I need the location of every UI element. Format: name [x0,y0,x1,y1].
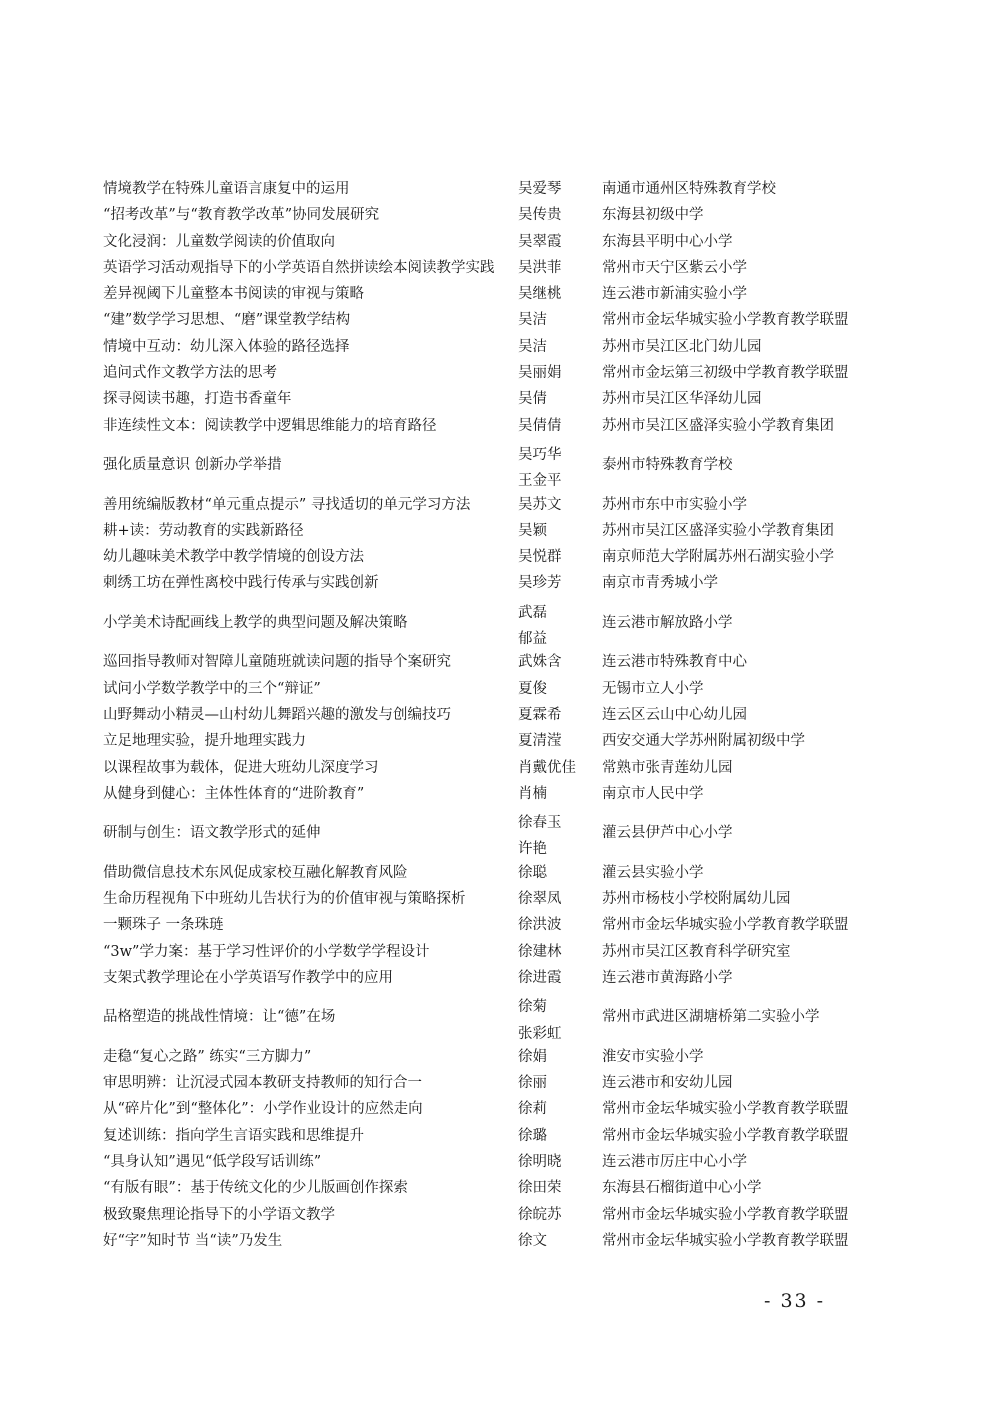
list-item [103,360,903,386]
school-name: 灌云县伊芦中心小学 [602,825,733,842]
author-name: 吴洁 [518,312,547,329]
author-name: 徐田荣 [518,1180,562,1197]
school-name: 东海县初级中学 [602,207,704,224]
paper-title: “建”数学学习思想、“磨”课堂教学结构 [103,312,351,329]
paper-title: 山野舞动小精灵—山村幼儿舞蹈兴趣的激发与创编技巧 [103,706,451,723]
list-item [103,307,903,333]
list-item [103,1123,903,1149]
author-name: 徐进霞 [518,969,562,986]
list-item [103,518,903,544]
school-name: 连云港市和安幼儿园 [602,1075,733,1092]
paper-title: 差异视阈下儿童整本书阅读的审视与策略 [103,286,364,303]
author-name: 徐皖苏 [518,1206,562,1223]
author-name: 徐建林 [518,943,562,960]
list-item [103,255,903,281]
school-name: 常州市金坛第三初级中学教育教学联盟 [602,365,849,382]
paper-title: 试问小学数学教学中的三个“辩证” [103,680,321,697]
list-item [103,413,903,439]
school-name: 常州市金坛华城实验小学教育教学联盟 [602,917,849,934]
paper-title: “具身认知”遇见“低学段写话训练” [103,1153,322,1170]
paper-title: 生命历程视角下中班幼儿告状行为的价值审视与策略探析 [103,891,466,908]
school-name: 苏州市吴江区北门幼儿园 [602,338,762,355]
school-name: 常州市金坛华城实验小学教育教学联盟 [602,1101,849,1118]
author-name: 吴洁 [518,338,547,355]
school-name: 连云港市特殊教育中心 [602,654,747,671]
list-item [103,755,903,781]
school-name: 苏州市吴江区教育科学研究室 [602,943,791,960]
school-name: 常熟市张青莲幼儿园 [602,759,733,776]
author-name: 徐璐 [518,1127,547,1144]
paper-title: 文化浸润：儿童数学阅读的价值取向 [103,233,335,250]
paper-title: 英语学习活动观指导下的小学英语自然拼读绘本阅读教学实践 [103,259,495,276]
school-name: 淮安市实验小学 [602,1048,704,1065]
school-name: 连云区云山中心幼儿园 [602,706,747,723]
list-item [103,886,903,912]
paper-title: 一颗珠子 一条珠琏 [103,917,224,934]
list-item [103,912,903,938]
list-item [103,202,903,228]
list-item [103,492,903,518]
paper-title: 立足地理实验，提升地理实践力 [103,733,306,750]
author-name: 肖戴优佳 [518,759,576,776]
author-name: 吴传贵 [518,207,562,224]
author-name: 徐翠凤 [518,891,562,908]
school-name: 灌云县实验小学 [602,864,704,881]
author-name: 吴倩倩 [518,417,562,434]
list-item [103,939,903,965]
list-item [103,860,903,886]
school-name: 连云港市新浦实验小学 [602,286,747,303]
list-item [103,1202,903,1228]
paper-title: 以课程故事为载体，促进大班幼儿深度学习 [103,759,379,776]
paper-title: 复述训练：指向学生言语实践和思维提升 [103,1127,364,1144]
paper-title: 走稳“复心之路” 练实“三方脚力” [103,1048,312,1065]
school-name: 东海县平明中心小学 [602,233,733,250]
author-name: 吴珍芳 [518,575,562,592]
author-name: 徐娟 [518,1048,547,1065]
paper-title: 情境中互动：幼儿深入体验的路径选择 [103,338,350,355]
paper-title: 探寻阅读书趣，打造书香童年 [103,391,292,408]
author-name: 吴继桃 [518,286,562,303]
paper-title: 品格塑造的挑战性情境：让“德”在场 [103,1009,336,1026]
list-item [103,281,903,307]
school-name: 常州市金坛华城实验小学教育教学联盟 [602,312,849,329]
paper-title: 支架式教学理论在小学英语写作教学中的应用 [103,969,393,986]
paper-title: 刺绣工坊在弹性离校中践行传承与实践创新 [103,575,379,592]
school-name: 连云港市解放路小学 [602,614,733,631]
paper-title: 耕+读：劳动教育的实践新路径 [103,522,304,539]
school-name: 常州市金坛华城实验小学教育教学联盟 [602,1232,849,1249]
list-item [103,176,903,202]
list-item [103,544,903,570]
paper-title: 好“字”知时节 当“读”乃发生 [103,1232,283,1249]
author-name: 吴丽娟 [518,365,562,382]
school-name: 南京市人民中学 [602,785,704,802]
list-item [103,386,903,412]
school-name: 东海县石榴街道中心小学 [602,1180,762,1197]
author-name: 夏清滢 [518,733,562,750]
author-name: 吴苏文 [518,496,562,513]
paper-title: 从“碎片化”到“整体化”：小学作业设计的应然走向 [103,1101,423,1118]
list-item [103,1044,903,1070]
paper-title: “3w”学力案：基于学习性评价的小学数学学程设计 [103,943,430,960]
school-name: 南京师范大学附属苏州石湖实验小学 [602,549,834,566]
author-name: 徐菊 张彩虹 [518,999,562,1042]
paper-title: 幼儿趣味美术教学中教学情境的创设方法 [103,549,364,566]
paper-title: 从健身到健心：主体性体育的“进阶教育” [103,785,365,802]
list-item [103,570,903,596]
school-name: 苏州市吴江区盛泽实验小学教育集团 [602,417,834,434]
paper-title: 巡回指导教师对智障儿童随班就读问题的指导个案研究 [103,654,451,671]
author-name: 吴洪菲 [518,259,562,276]
paper-title: 情境教学在特殊儿童语言康复中的运用 [103,181,350,197]
school-name: 连云港市厉庄中心小学 [602,1153,747,1170]
school-name: 常州市天宁区紫云小学 [602,259,747,276]
paper-title: 审思明辨：让沉浸式园本教研支持教师的知行合一 [103,1075,422,1092]
paper-title: 追问式作文教学方法的思考 [103,365,277,382]
author-name: 徐聪 [518,864,547,881]
author-name: 夏俊 [518,680,547,697]
list-item [103,334,903,360]
author-name: 吴颖 [518,522,547,539]
author-name: 徐明晓 [518,1153,562,1170]
paper-title: 强化质量意识 创新办学举措 [103,456,282,473]
paper-title: 研制与创生：语文教学形式的延伸 [103,825,321,842]
paper-title: 小学美术诗配画线上教学的典型问题及解决策略 [103,614,408,631]
paper-title: “有版有眼”：基于传统文化的少儿版画创作探索 [103,1180,408,1197]
list-item [103,1070,903,1096]
school-name: 南京市青秀城小学 [602,575,718,592]
list-item [103,597,903,650]
author-name: 吴倩 [518,391,547,408]
school-name: 常州市金坛华城实验小学教育教学联盟 [602,1206,849,1223]
school-name: 南通市通州区特殊教育学校 [602,181,776,197]
list-item [103,702,903,728]
list-item [103,439,903,492]
author-name: 吴悦群 [518,549,562,566]
author-name: 徐莉 [518,1101,547,1118]
paper-title: 非连续性文本：阅读教学中逻辑思维能力的培育路径 [103,417,437,434]
school-name: 苏州市吴江区盛泽实验小学教育集团 [602,522,834,539]
list-item [103,649,903,675]
school-name: 无锡市立人小学 [602,680,704,697]
school-name: 苏州市杨枝小学校附属幼儿园 [602,891,791,908]
school-name: 西安交通大学苏州附属初级中学 [602,733,805,750]
award-list [103,176,903,1254]
list-item [103,991,903,1044]
author-name: 徐洪波 [518,917,562,934]
school-name: 泰州市特殊教育学校 [602,456,733,473]
paper-title: 极致聚焦理论指导下的小学语文教学 [103,1206,335,1223]
school-name: 苏州市吴江区华泽幼儿园 [602,391,762,408]
list-item [103,965,903,991]
school-name: 常州市武进区湖塘桥第二实验小学 [602,1009,820,1026]
paper-title: 善用统编版教材“单元重点提示” 寻找适切的单元学习方法 [103,496,471,513]
author-name: 徐春玉 许艳 [518,815,562,858]
list-item [103,229,903,255]
list-item [103,676,903,702]
paper-title: 借助微信息技术东风促成家校互融化解教育风险 [103,864,408,881]
list-item [103,728,903,754]
author-name: 徐文 [518,1232,547,1249]
page-number: - 33 - [764,1290,826,1312]
author-name: 夏霖希 [518,706,562,723]
author-name: 吴爱琴 [518,181,562,197]
author-name: 武姝含 [518,654,562,671]
author-name: 武磊 郁益 [518,604,547,648]
list-item [103,1096,903,1122]
school-name: 苏州市东中市实验小学 [602,496,747,513]
list-item [103,781,903,807]
author-name: 吴巧华 王金平 [518,446,562,490]
author-name: 吴翠霞 [518,233,562,250]
list-item [103,1228,903,1254]
paper-title: “招考改革”与“教育教学改革”协同发展研究 [103,207,380,224]
list-item [103,1149,903,1175]
list-item [103,1175,903,1201]
author-name: 肖楠 [518,785,547,802]
school-name: 连云港市黄海路小学 [602,969,733,986]
school-name: 常州市金坛华城实验小学教育教学联盟 [602,1127,849,1144]
list-item [103,807,903,860]
author-name: 徐丽 [518,1075,547,1092]
